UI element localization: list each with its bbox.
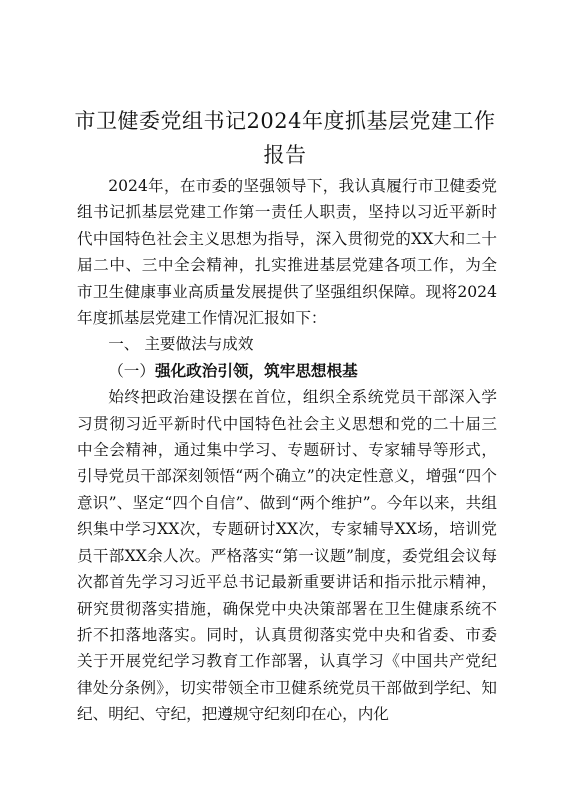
intro-paragraph: 2024年，在市委的坚强领导下，我认真履行市卫健委党组书记抓基层党建工作第一责任人职责，坚持以习近平新时代中国特色社会主义思想为指导，深入贯彻党的XX大和二十届二中、三中全会精神，扎实推进基层党建各项工作，为全市卫生健康事业高质量发展提供了坚强组织保障。现将2024年度抓基层党建工作情况汇报如下： bbox=[77, 177, 497, 328]
title-line-2: 报告 bbox=[263, 143, 307, 167]
title-line-1: 市卫健委党组书记2024年度抓基层党建工作 bbox=[74, 109, 496, 133]
section-heading: 一、 主要做法与成效 bbox=[108, 335, 254, 354]
subsection-title: 强化政治引领，筑牢思想根基 bbox=[154, 360, 358, 380]
body-paragraph: 始终把政治建设摆在首位，组织全系统党员干部深入学习贯彻习近平新时代中国特色社会主义思想和党的二十届三中全会精神，通过集中学习、专题研讨、专家辅导等形式，引导党员干部深刻领悟“两个确立”的决定性意义，增强“四个意识”、坚定“四个自信”、做到“两个维护”。今年以来，共组织集中学习XX次，专题研讨XX次，专家辅导XX场，培训党员干部XX余人次。严格落实“第一议题”制度，委党组会议每次都首先学习习近平总书记最新重要讲话和指示批示精神，研究贯彻落实措施，确保党中央决策部署在卫生健康系统不折不扣落地落实。同时，认真贯彻落实党中央和省委、市委关于开展党纪学习教育工作部署，认真学习《中国共产党纪律处分条例》，切实带领全市卫健系统党员干部做到学纪、知纪、明纪、守纪，把遵规守纪刻印在心，内化 bbox=[77, 388, 497, 724]
document-body bbox=[77, 173, 497, 728]
document-title bbox=[70, 104, 500, 172]
subsection-number: （一） bbox=[108, 361, 155, 380]
subsection-heading bbox=[77, 358, 497, 384]
